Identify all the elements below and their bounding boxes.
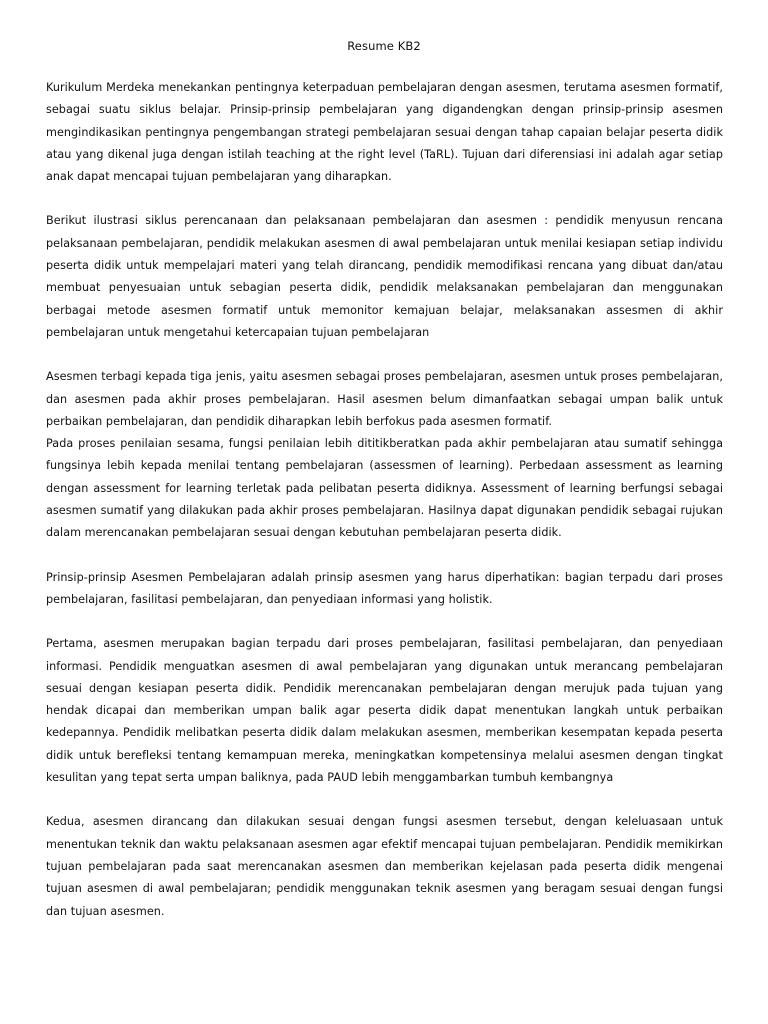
- document-title: Resume KB2: [347, 39, 421, 53]
- paragraph-penilaian-sesama: Pada proses penilaian sesama, fungsi penilaian lebih dititikberatkan pada akhir pembelajaran atau sumatif sehingga fungsinya lebih kepada menilai tentang pembelajaran (assessmen of learning). Perbedaan assessment as learning dengan assessment for learning terletak pada pelibatan peserta didiknya. Assessment of learning berfungsi sebagai asesmen sumatif yang dilakukan pada akhir proses pembelajaran. Hasilnya dapat digunakan pendidik sebagai rujukan dalam merencanakan pembelajaran sesuai dengan kebutuhan pembelajaran peserta didik.: [46, 437, 723, 540]
- paragraph-jenis-asesmen: Asesmen terbagi kepada tiga jenis, yaitu asesmen sebagai proses pembelajaran, asesmen untuk proses pembelajaran, dan asesmen pada akhir proses pembelajaran. Hasil asesmen belum dimanfaatkan sebagai umpan balik untuk perbaikan pembelajaran, dan pendidik diharapkan lebih berfokus pada asesmen formatif.: [46, 370, 723, 428]
- paragraph-pertama: Pertama, asesmen merupakan bagian terpadu dari proses pembelajaran, fasilitasi pembelajaran, dan penyediaan informasi. Pendidik menguatkan asesmen di awal pembelajaran yang digunakan untuk merancang pembelajaran sesuai dengan kesiapan peserta didik. Pendidik merencanakan pembelajaran dengan merujuk pada tujuan yang hendak dicapai dan memberikan umpan balik agar peserta didik dapat menentukan langkah untuk perbaikan kedepannya. Pendidik melibatkan peserta didik dalam melakukan asesmen, memberikan kesempatan kepada peserta didik untuk berefleksi tentang kemampuan mereka, meningkatkan kompetensinya melalui asesmen dengan tingkat kesulitan yang tepat serta umpan baliknya, pada PAUD lebih menggambarkan tumbuh kembangnya: [46, 637, 723, 785]
- paragraph-kurikulum-merdeka: Kurikulum Merdeka menekankan pentingnya keterpaduan pembelajaran dengan asesmen, terutama asesmen formatif, sebagai suatu siklus belajar. Prinsip-prinsip pembelajaran yang digandengkan dengan prinsip-prinsip asesmen mengindikasikan pentingnya pengembangan strategi pembelajaran sesuai dengan tahap capaian belajar peserta didik atau yang dikenal juga dengan istilah teaching at the right level (TaRL). Tujuan dari diferensiasi ini adalah agar setiap anak dapat mencapai tujuan pembelajaran yang diharapkan.: [46, 81, 723, 184]
- paragraph-siklus-pembelajaran: Berikut ilustrasi siklus perencanaan dan pelaksanaan pembelajaran dan asesmen : pendidik menyusun rencana pelaksanaan pembelajaran, pendidik melakukan asesmen di awal pembelajaran untuk menilai kesiapan setiap individu peserta didik untuk mempelajari materi yang telah dirancang, pendidik memodifikasi rencana yang dibuat dan/atau membuat penyesuaian untuk sebagian peserta didik, pendidik melaksanakan pembelajaran dan menggunakan berbagai metode asesmen formatif untuk memonitor kemajuan belajar, melaksanakan assesmen di akhir pembelajaran untuk mengetahui ketercapaian tujuan pembelajaran: [46, 214, 723, 339]
- document-body: [46, 77, 723, 945]
- paragraph-prinsip-asesmen: Prinsip-prinsip Asesmen Pembelajaran adalah prinsip asesmen yang harus diperhatikan: bagian terpadu dari proses pembelajaran, fasilitasi pembelajaran, dan penyediaan informasi yang holistik.: [46, 570, 723, 606]
- paragraph-kedua: Kedua, asesmen dirancang dan dilakukan sesuai dengan fungsi asesmen tersebut, dengan keleluasaan untuk menentukan teknik dan waktu pelaksanaan asesmen agar efektif mencapai tujuan pembelajaran. Pendidik memikirkan tujuan pembelajaran pada saat merencanakan asesmen dan memberikan kejelasan pada peserta didik mengenai tujuan asesmen di awal pembelajaran; pendidik menggunakan teknik asesmen yang beragam sesuai dengan fungsi dan tujuan asesmen.: [46, 815, 723, 918]
